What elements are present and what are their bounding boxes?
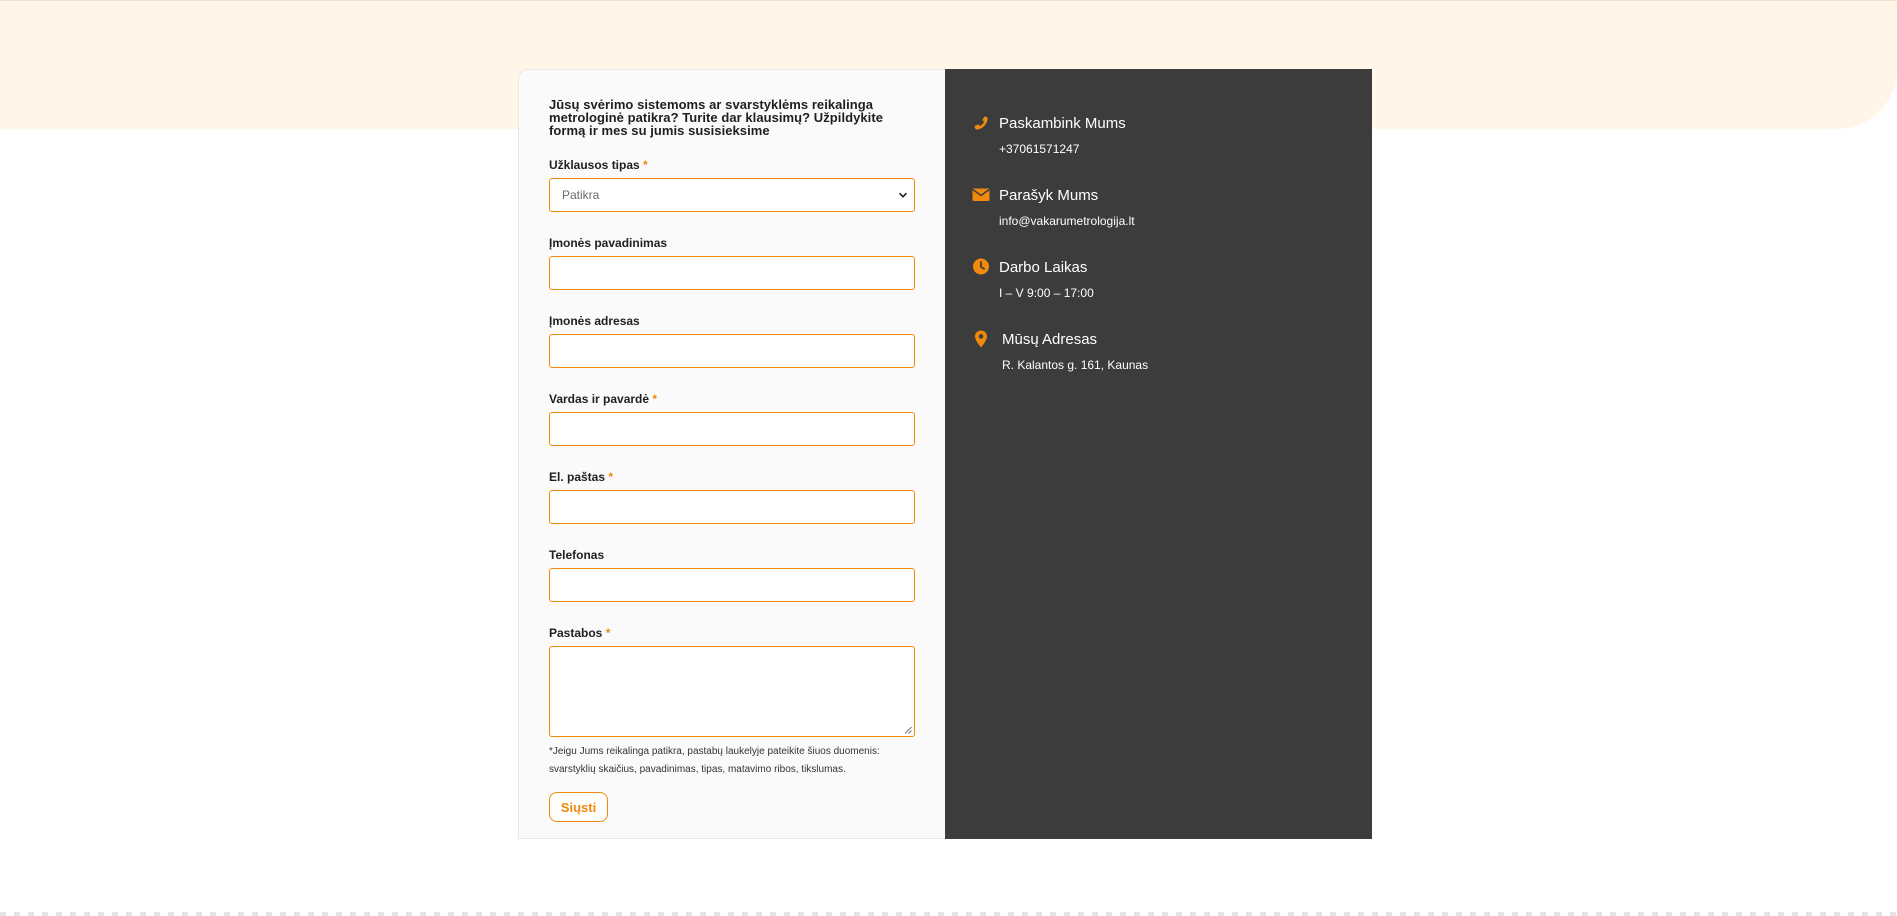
contact-call	[971, 113, 1372, 185]
contact-card	[518, 69, 1372, 839]
inquiry-type-selected-value: Patikra	[562, 188, 600, 202]
contact-email-address[interactable]: info@vakarumetrologija.lt	[999, 214, 1135, 228]
map-pin-icon	[971, 329, 991, 349]
contact-hours-title: Darbo Laikas	[999, 259, 1088, 276]
company-address-field	[549, 315, 915, 368]
full-name-input[interactable]	[549, 412, 915, 446]
notes-label: Pastabos *	[549, 626, 611, 640]
contact-write-title: Parašyk Mums	[999, 187, 1099, 204]
contact-address	[971, 329, 1372, 401]
company-address-input[interactable]	[549, 334, 915, 368]
phone-icon	[971, 113, 991, 133]
chevron-down-icon	[898, 190, 908, 200]
inquiry-form	[518, 69, 945, 839]
company-name-field	[549, 237, 915, 290]
full-name-field	[549, 393, 915, 446]
phone-field	[549, 549, 915, 602]
company-address-label: Įmonės adresas	[549, 314, 640, 328]
notes-textarea[interactable]	[549, 646, 915, 737]
contact-address-title: Mūsų Adresas	[1002, 331, 1098, 348]
contact-hours	[971, 257, 1372, 329]
resize-grip-icon[interactable]	[904, 726, 912, 734]
notes-hint-text: *Jeigu Jums reikalinga patikra, pastabų laukelyje pateikite šiuos duomenis: svarstyklių skaičius, pavadinimas, tipas, matavimo ribos, tikslumas.	[549, 746, 880, 775]
envelope-icon	[971, 185, 991, 205]
contact-write	[971, 185, 1372, 257]
inquiry-type-field	[549, 159, 915, 212]
form-intro-text: Jūsų svėrimo sistemoms ar svarstyklėms reikalinga metrologinė patikra? Turite dar klausimų? Užpildykite formą ir mes su jumis susisieksime	[549, 97, 883, 138]
page-bottom-edge	[0, 912, 1897, 916]
notes-field	[549, 627, 915, 737]
inquiry-type-select[interactable]	[549, 178, 915, 212]
full-name-label: Vardas ir pavardė *	[549, 392, 658, 406]
clock-icon	[971, 257, 991, 277]
company-name-input[interactable]	[549, 256, 915, 290]
email-field	[549, 471, 915, 524]
contact-phone-number[interactable]: +37061571247	[999, 142, 1080, 156]
submit-button[interactable]: Siųsti	[549, 792, 608, 822]
phone-label: Telefonas	[549, 548, 605, 562]
email-input[interactable]	[549, 490, 915, 524]
phone-input[interactable]	[549, 568, 915, 602]
contact-info-panel	[945, 69, 1372, 839]
contact-hours-value: I – V 9:00 – 17:00	[999, 286, 1094, 300]
contact-address-value: R. Kalantos g. 161, Kaunas	[1002, 358, 1149, 372]
contact-call-title: Paskambink Mums	[999, 115, 1126, 132]
inquiry-type-label: Užklausos tipas *	[549, 158, 648, 172]
email-label: El. paštas *	[549, 470, 614, 484]
company-name-label: Įmonės pavadinimas	[549, 236, 668, 250]
